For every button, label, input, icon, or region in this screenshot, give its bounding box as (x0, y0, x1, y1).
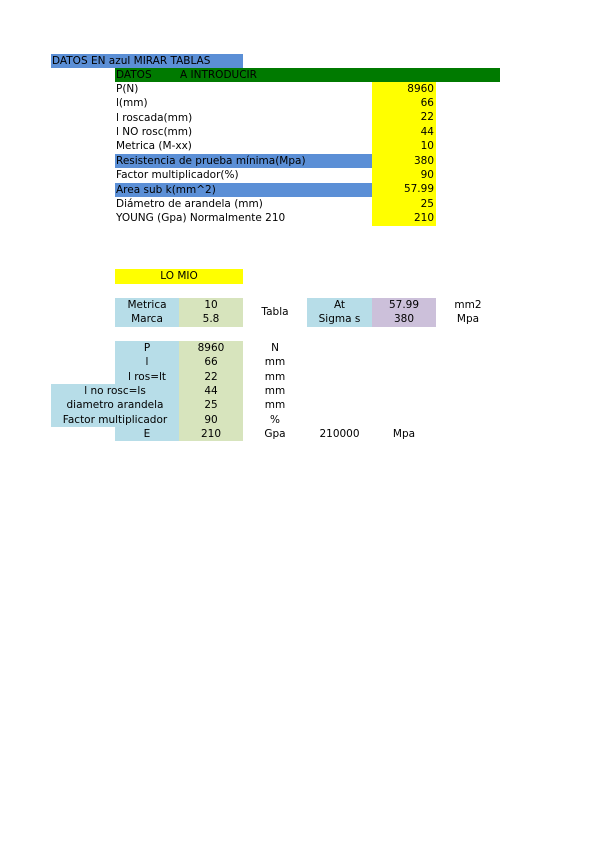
input-value[interactable]: 90 (372, 168, 436, 182)
param-value: 90 (179, 413, 243, 427)
param-label: E (115, 427, 179, 441)
input-label: P(N) (116, 83, 139, 95)
input-label: l roscada(mm) (116, 112, 193, 124)
input-value[interactable]: 380 (372, 154, 436, 168)
input-value[interactable]: 10 (372, 139, 436, 154)
at-unit: mm2 (454, 299, 482, 311)
param-unit: Gpa (264, 428, 286, 440)
metrica-value: 10 (179, 298, 243, 312)
param-unit: N (271, 342, 279, 354)
param-unit: mm (264, 399, 286, 411)
marca-label: Marca (115, 312, 179, 327)
lo-mio-label: LO MIO (115, 269, 243, 284)
blue-data-note: DATOS EN azul MIRAR TABLAS (51, 54, 243, 68)
input-value[interactable]: 25 (372, 197, 436, 211)
sigma-value: 380 (372, 312, 436, 327)
input-value[interactable]: 8960 (372, 82, 436, 96)
marca-value: 5.8 (179, 312, 243, 327)
input-value[interactable]: 66 (372, 96, 436, 110)
param-label: P (115, 341, 179, 355)
param-label: diametro arandela (51, 398, 179, 413)
tabla-label: Tabla (261, 306, 289, 318)
param-unit: mm (264, 385, 286, 397)
param-label: l no rosc=ls (51, 384, 179, 398)
at-label: At (307, 298, 372, 312)
input-value[interactable]: 57.99 (372, 182, 436, 197)
input-label-highlighted: Resistencia de prueba mínima(Mpa) (115, 154, 372, 168)
input-value[interactable]: 44 (372, 125, 436, 139)
datos-header-bar (115, 68, 500, 82)
input-label: l(mm) (116, 97, 148, 109)
metrica-label: Metrica (115, 298, 179, 312)
input-label: Metrica (M-xx) (116, 140, 192, 152)
input-label: Diámetro de arandela (mm) (116, 198, 263, 210)
input-value[interactable]: 22 (372, 110, 436, 125)
param-label: l (115, 355, 179, 370)
input-value[interactable]: 210 (372, 211, 436, 226)
param-unit: % (270, 414, 280, 426)
param-unit: mm (264, 356, 286, 368)
param-value: 22 (179, 370, 243, 384)
at-value: 57.99 (372, 298, 436, 312)
input-label: YOUNG (Gpa) Normalmente 210 (116, 212, 286, 224)
param-value: 44 (179, 384, 243, 398)
param-unit: mm (264, 371, 286, 383)
sigma-unit: Mpa (456, 313, 480, 325)
a-introducir-label: A INTRODUCIR (180, 69, 257, 81)
sigma-label: Sigma s (307, 312, 372, 327)
young-mpa-value: 210000 (319, 428, 360, 440)
param-value: 210 (179, 427, 243, 441)
input-label-highlighted: Area sub k(mm^2) (115, 183, 372, 197)
param-value: 66 (179, 355, 243, 370)
input-label: l NO rosc(mm) (116, 126, 193, 138)
input-label: Factor multiplicador(%) (116, 169, 239, 181)
datos-label: DATOS (116, 69, 152, 81)
param-value: 25 (179, 398, 243, 413)
young-mpa-unit: Mpa (392, 428, 416, 440)
param-value: 8960 (179, 341, 243, 355)
param-label: l ros=lt (115, 370, 179, 384)
param-label: Factor multiplicador (51, 413, 179, 427)
